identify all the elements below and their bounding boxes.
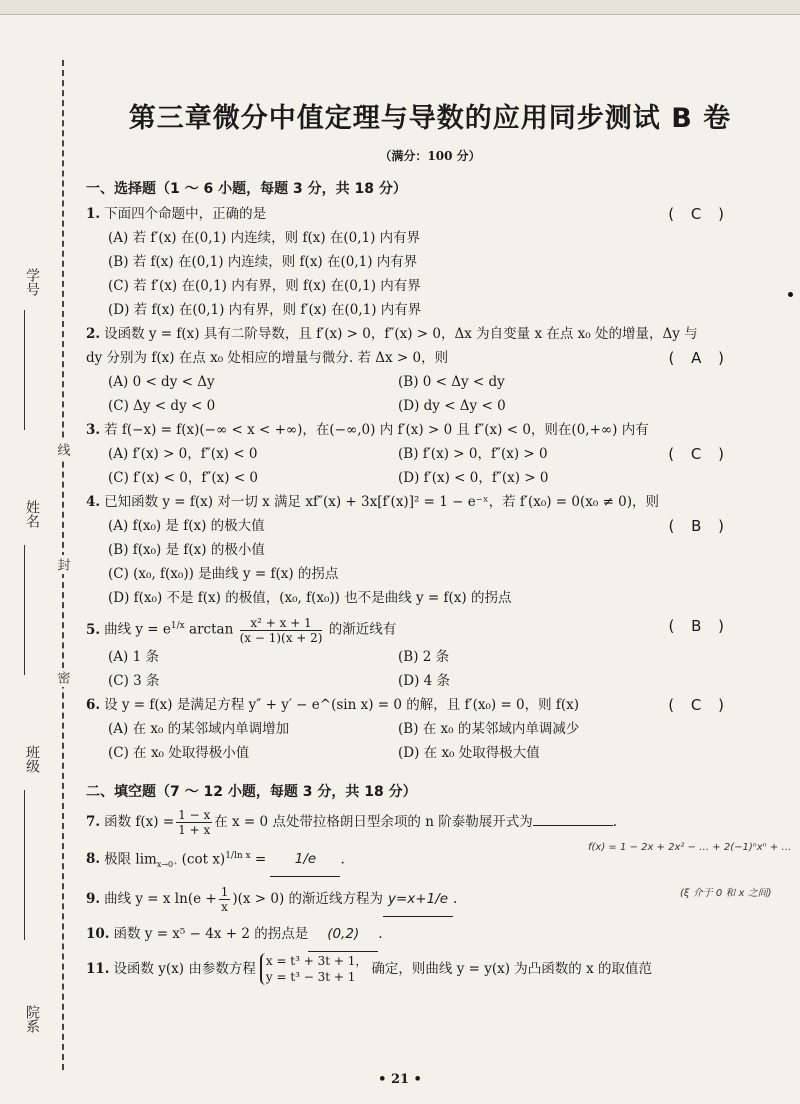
question-number: 6. bbox=[86, 696, 101, 713]
option-c: (C) (x₀, f(x₀)) 是曲线 y = f(x) 的拐点 bbox=[108, 566, 339, 582]
question-1 bbox=[86, 202, 776, 322]
option-a: (A) 若 f′(x) 在(0,1) 内连续，则 f(x) 在(0,1) 内有界 bbox=[108, 230, 421, 246]
handwritten-taylor-condition: (ξ 介于 0 和 x 之间) bbox=[680, 888, 772, 899]
option-a: (A) 1 条 bbox=[108, 648, 159, 665]
question-number: 11. bbox=[86, 960, 110, 977]
question-number: 2. bbox=[86, 326, 101, 342]
question-stem: 已知函数 y = f(x) 对一切 x 满足 xf″(x) + 3x[f′(x)]² = 1 − e⁻ˣ，若 f′(x₀) = 0(x₀ ≠ 0)，则 bbox=[104, 494, 660, 510]
question-number: 8. bbox=[86, 851, 101, 867]
student-id-field bbox=[24, 310, 26, 430]
question-number: 7. bbox=[86, 813, 101, 830]
option-d: (D) 在 x₀ 处取得极大值 bbox=[398, 744, 540, 761]
handwritten-answer: y=x+1/e bbox=[383, 882, 453, 917]
equation-x: x = t³ + 3t + 1， bbox=[265, 954, 368, 969]
class-label: 班级 bbox=[24, 745, 40, 773]
question-number: 1. bbox=[86, 206, 101, 222]
option-a: (A) f′(x) > 0，f″(x) < 0 bbox=[108, 446, 258, 462]
option-a: (A) f(x₀) 是 f(x) 的极大值 bbox=[108, 518, 265, 534]
fraction-denominator: 1 + x bbox=[178, 822, 211, 837]
question-number: 4. bbox=[86, 494, 101, 510]
section-choice-header: 一、选择题（1 ～ 6 小题，每题 3 分，共 18 分） bbox=[86, 181, 407, 197]
option-b: (B) 在 x₀ 的某邻域内单调减少 bbox=[398, 720, 580, 737]
fraction-numerator: 1 bbox=[220, 884, 229, 899]
option-d: (D) 4 条 bbox=[398, 672, 451, 689]
option-c: (C) f′(x) < 0，f″(x) < 0 bbox=[108, 470, 259, 486]
question-10: 10. 函数 y = x⁵ − 4x + 2 的拐点是 (0,2) . bbox=[86, 917, 776, 952]
option-b: (B) f′(x) > 0，f″(x) > 0 bbox=[398, 446, 548, 462]
option-c: (C) 3 条 bbox=[108, 672, 160, 689]
question-stem: 在 x = 0 点处带拉格朗日型余项的 n 阶泰勒展开式为 bbox=[214, 813, 533, 830]
answer-bracket: ( C ) bbox=[668, 695, 730, 714]
answer-blank bbox=[533, 825, 613, 826]
fraction-numerator: 1 − x bbox=[178, 807, 211, 822]
question-stem: 设 y = f(x) 是满足方程 y″ + y′ − e^(sin x) = 0 的解，且 f′(x₀) = 0，则 f(x) bbox=[104, 696, 580, 713]
equals-sign: = bbox=[250, 851, 271, 867]
question-9: 9. 曲线 y = x ln(e + $\frac{1}{x}$ )(x > 0) 的渐近线方程为 y=x+1/e . bbox=[86, 882, 776, 917]
answer-bracket: ( C ) bbox=[668, 205, 730, 223]
fraction bbox=[219, 885, 231, 914]
question-2 bbox=[86, 322, 776, 418]
fraction bbox=[176, 808, 212, 837]
full-score-note: （满分：100 分） bbox=[379, 149, 481, 163]
option-b: (B) 2 条 bbox=[398, 648, 450, 665]
class-field bbox=[24, 790, 26, 940]
student-id-label: 学号 bbox=[24, 268, 40, 296]
question-4 bbox=[86, 490, 776, 610]
curve-label: 曲线 y = x ln(e + bbox=[104, 890, 217, 907]
question-7: 7. 函数 f(x) = $\frac{1 - x}{1 + x}$ 在 x = 0 点处带拉格朗日型余项的 n 阶泰勒展开式为 . bbox=[86, 807, 617, 837]
section-fill-header: 二、填空题（7 ～ 12 小题，每题 3 分，共 18 分） bbox=[86, 783, 417, 800]
option-b: (B) 若 f(x) 在(0,1) 内连续，则 f(x) 在(0,1) 内有界 bbox=[108, 254, 418, 270]
fraction bbox=[240, 616, 323, 645]
page-title: 第三章微分中值定理与导数的应用同步测试 B 卷 bbox=[128, 103, 732, 134]
question-stem: 设函数 y(x) 由参数方程 bbox=[113, 960, 256, 977]
fraction-denominator: x bbox=[221, 899, 228, 914]
name-label: 姓名 bbox=[24, 500, 40, 528]
handwritten-answer: (0,2) bbox=[308, 917, 378, 952]
question-number: 5. bbox=[86, 621, 101, 638]
question-stem-end: 确定，则曲线 y = y(x) 为凸函数的 x 的取值范 bbox=[371, 960, 652, 977]
question-number: 3. bbox=[86, 422, 101, 438]
question-stem: 若 f(−x) = f(x)(−∞ < x < +∞)，在(−∞,0) 内 f′(x) > 0 且 f″(x) < 0，则在(0,+∞) 内有 bbox=[104, 422, 649, 438]
option-d: (D) f(x₀) 不是 f(x) 的极值，(x₀, f(x₀)) 也不是曲线 y = f(x) 的拐点 bbox=[108, 590, 512, 606]
question-6 bbox=[86, 693, 776, 765]
answer-bracket: ( C ) bbox=[668, 445, 730, 463]
pen-mark bbox=[788, 292, 793, 297]
curve-expression: 曲线 y = e bbox=[104, 621, 171, 638]
exponent: 1/ln x bbox=[225, 850, 251, 861]
option-d: (D) 若 f(x) 在(0,1) 内有界，则 f′(x) 在(0,1) 内有界 bbox=[108, 302, 422, 318]
seal-line-char-xian: 线 bbox=[53, 440, 72, 459]
option-c: (C) 在 x₀ 处取得极小值 bbox=[108, 744, 250, 761]
question-11 bbox=[86, 952, 776, 986]
option-c: (C) 若 f′(x) 在(0,1) 内有界，则 f(x) 在(0,1) 内有界 bbox=[108, 278, 421, 294]
page-top-edge bbox=[0, 0, 800, 15]
arctan-text: arctan bbox=[184, 621, 238, 638]
exam-content bbox=[86, 172, 776, 986]
option-c: (C) Δy < dy < 0 bbox=[108, 398, 216, 414]
option-b: (B) f(x₀) 是 f(x) 的极小值 bbox=[108, 542, 265, 558]
question-stem: 设函数 y = f(x) 具有二阶导数，且 f′(x) > 0，f″(x) > 0，Δx 为自变量 x 在点 x₀ 处的增量，Δy 与 dy 分别为 f(x) 在点 x₀ 处相应的增量与微分. 若 Δx > 0，则 bbox=[86, 326, 698, 366]
question-number: 10. bbox=[86, 925, 110, 942]
option-d: (D) dy < Δy < 0 bbox=[398, 398, 506, 414]
option-a: (A) 0 < dy < Δy bbox=[108, 374, 215, 390]
name-field bbox=[24, 545, 26, 675]
page-number: • 21 • bbox=[378, 1072, 422, 1087]
limit-label: 极限 lim bbox=[104, 851, 157, 867]
question-stem: 函数 y = x⁵ − 4x + 2 的拐点是 bbox=[113, 925, 309, 942]
exponent: 1/x bbox=[170, 621, 185, 631]
department-label: 院系 bbox=[24, 1005, 40, 1033]
fraction-denominator: (x − 1)(x + 2) bbox=[239, 630, 323, 645]
limit-expression: (cot x) bbox=[177, 851, 226, 867]
question-3 bbox=[86, 418, 776, 490]
question-stem-end: 的渐近线有 bbox=[324, 621, 397, 638]
handwritten-answer: 1/e bbox=[270, 842, 340, 877]
question-number: 9. bbox=[86, 890, 101, 907]
fraction-numerator: x² + x + 1 bbox=[240, 616, 323, 631]
answer-bracket: ( B ) bbox=[668, 517, 730, 535]
function-label: 函数 f(x) = bbox=[104, 813, 175, 830]
question-8: 8. 极限 $\lim_{x\to 0^+} (\cot$ x)$^{1/ln x}$ = 1/e . bbox=[86, 839, 776, 882]
answer-bracket: ( B ) bbox=[668, 617, 730, 635]
parametric-system bbox=[260, 953, 368, 985]
question-5 bbox=[86, 614, 776, 693]
option-d: (D) f′(x) < 0，f″(x) > 0 bbox=[398, 470, 549, 486]
seal-line-char-mi: 密 bbox=[53, 668, 72, 687]
limit-subscript: x→0⁺ bbox=[156, 859, 178, 869]
answer-bracket: ( A ) bbox=[668, 349, 730, 367]
handwritten-taylor-note: f(x) = 1 − 2x + 2x² − … + 2(−1)ⁿxⁿ + … bbox=[588, 842, 792, 853]
option-b: (B) 0 < Δy < dy bbox=[398, 374, 505, 390]
seal-line-char-feng: 封 bbox=[53, 555, 72, 574]
option-a: (A) 在 x₀ 的某邻域内单调增加 bbox=[108, 720, 290, 737]
question-stem: 下面四个命题中，正确的是 bbox=[104, 206, 267, 222]
question-stem: )(x > 0) 的渐近线方程为 bbox=[232, 890, 384, 907]
equation-y: y = t³ − 3t + 1 bbox=[265, 970, 356, 985]
